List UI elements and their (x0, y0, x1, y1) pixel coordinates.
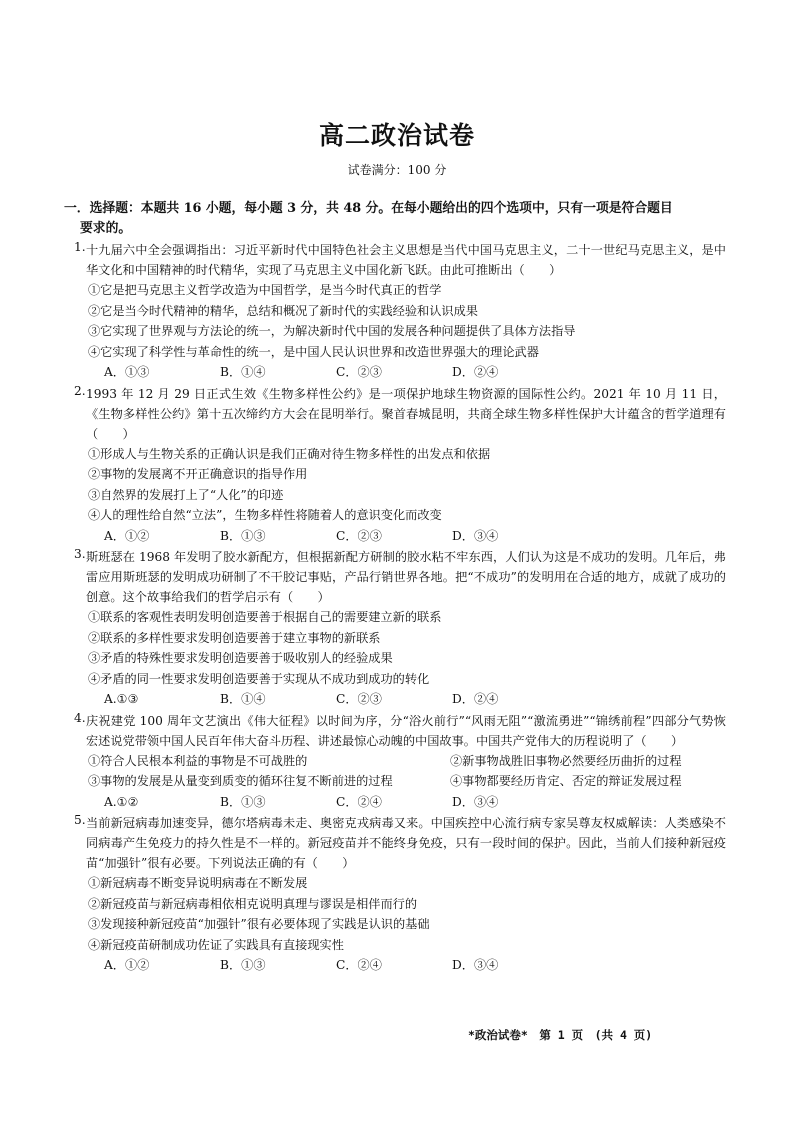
question-2 (74, 383, 726, 547)
question-number: 4. (74, 710, 86, 725)
choice-d: D．③④ (452, 794, 499, 809)
statement-item: ③事物的发展是从量变到质变的循环往复不断前进的过程 (88, 774, 393, 788)
choice-b: B．①③ (220, 794, 266, 809)
question-number: 1. (74, 240, 86, 254)
choice-c: C．②③ (336, 365, 382, 379)
statement-item: ①联系的客观性表明发明创造要善于根据自己的需要建立新的联系 (88, 610, 442, 624)
question-stem: 当前新冠病毒加速变异，德尔塔病毒未走、奥密克戎病毒又来。中国疾控中心流行病专家吴尊友权威解读：人类感染不同病毒产生免疫力的持久性是不一样的。新冠疫苗并不能终身免疫，只有一段时间的保护。因此，当前人们接种新冠疫苗“加强针”很有必要。下列说法正确的有（ ） (86, 816, 726, 870)
statement-item: ③发现接种新冠疫苗“加强针”很有必要体现了实践是认识的基础 (88, 917, 430, 931)
statement-item: ①新冠病毒不断变异说明病毒在不断发展 (88, 876, 308, 890)
question-4 (74, 710, 726, 813)
choice-d: D．③④ (452, 528, 499, 543)
section-heading-line2: 要求的。 (80, 221, 132, 236)
question-stem: 十九届六中全会强调指出：习近平新时代中国特色社会主义思想是当代中国马克思主义，二十一世纪马克思主义，是中华文化和中国精神的时代精华，实现了马克思主义中国化新飞跃。由此可推断出（ ） (86, 243, 726, 277)
question-3 (74, 547, 726, 710)
question-list (74, 240, 726, 976)
choice-d: D．②④ (452, 692, 499, 706)
statement-row (86, 751, 726, 772)
choice-b: B．①③ (220, 528, 266, 543)
question-number: 3. (74, 547, 86, 561)
question-number: 2. (74, 383, 86, 398)
statement-item: ③自然界的发展打上了“人化”的印迹 (88, 487, 284, 502)
statement-item: ②联系的多样性要求发明创造要善于建立事物的新联系 (88, 630, 381, 645)
statement-item: ②事物的发展离不开正确意识的指导作用 (88, 467, 308, 481)
answer-choices (86, 792, 726, 813)
section-heading-line1: 一．选择题：本题共 16 小题，每小题 3 分，共 48 分。在每小题给出的四个选项中，只有一项是符合题目 (64, 201, 673, 216)
choice-c: C．②③ (336, 692, 382, 706)
question-1 (74, 240, 726, 383)
choice-c: C．②④ (336, 958, 382, 972)
choice-d: D．③④ (452, 958, 499, 972)
statement-item: ②它是当今时代精神的精华，总结和概况了新时代的实践经验和认识成果 (88, 303, 478, 318)
answer-choices (86, 526, 726, 547)
choice-b: B．①④ (220, 365, 266, 379)
answer-choices (86, 362, 726, 383)
question-stem: 1993 年 12 月 29 日正式生效《生物多样性公约》是一项保护地球生物资源的国际性公约。2021 年 10 月 11 日，《生物多样性公约》第十五次缔约方大会在昆明举行。聚首春城昆明，共商全球生物多样性保护大计蕴含的哲学道理有（ ） (86, 386, 726, 441)
page-footer: *政治试卷* 第 1 页 (共 4 页) (468, 1028, 653, 1042)
statement-item: ④事物都要经历肯定、否定的辩证发展过程 (450, 774, 682, 788)
statement-item: ①它是把马克思主义哲学改造为中国哲学，是当今时代真正的哲学 (88, 283, 442, 297)
statement-item: ④新冠疫苗研制成功佐证了实践具有直接现实性 (88, 937, 344, 952)
page-title: 高二政治试卷 (318, 121, 475, 150)
choice-a: A.①③ (104, 692, 139, 706)
section-heading (64, 199, 724, 239)
statement-item: ①形成人与生物关系的正确认识是我们正确对待生物多样性的出发点和依据 (88, 446, 491, 461)
statement-item: ④它实现了科学性与革命性的统一，是中国人民认识世界和改造世界强大的理论武器 (88, 344, 539, 359)
question-stem: 庆祝建党 100 周年文艺演出《伟大征程》以时间为序，分“浴火前行”“风雨无阻”“激流勇进”“锦绣前程”四部分气势恢宏述说党带领中国人民百年伟大奋斗历程、讲述最惊心动魄的中国故事。中国共产党伟大的历程说明了（ ） (86, 713, 726, 748)
choice-c: C．②④ (336, 794, 382, 809)
choice-d: D．②④ (452, 365, 499, 379)
choice-a: A．①② (104, 528, 150, 543)
answer-choices (86, 955, 726, 976)
statement-item: ④矛盾的同一性要求发明创造要善于实现从不成功到成功的转化 (88, 671, 430, 686)
statement-item: ②新冠疫苗与新冠病毒相依相克说明真理与谬误是相伴而行的 (88, 896, 418, 911)
statement-item: ③它实现了世界观与方法论的统一，为解决新时代中国的发展各种问题提供了具体方法指导 (88, 324, 576, 338)
question-number: 5. (74, 813, 86, 827)
total-score: 试卷满分：100 分 (347, 163, 447, 177)
question-stem: 斯班瑟在 1968 年发明了胶水新配方，但根据新配方研制的胶水粘不牢东西，人们认为这是不成功的发明。几年后，弗雷应用斯班瑟的发明成功研制了不干胶记事贴，产品行销世界各地。把“不成功”的发明用在合适的地方，成就了成功的创意。这个故事给我们的哲学启示有（ ） (86, 550, 726, 604)
answer-choices (86, 689, 726, 710)
choice-b: B．①④ (220, 692, 266, 706)
statement-row (86, 771, 726, 792)
choice-c: C．②③ (336, 528, 382, 543)
choice-a: A.①② (104, 794, 139, 809)
choice-a: A．①② (104, 958, 150, 972)
statement-item: ③矛盾的特殊性要求发明创造要善于吸收别人的经验成果 (88, 651, 393, 665)
question-5 (74, 813, 726, 976)
statement-item: ④人的理性给自然“立法”，生物多样性将随着人的意识变化而改变 (88, 508, 442, 522)
statement-item: ②新事物战胜旧事物必然要经历曲折的过程 (450, 753, 682, 768)
choice-b: B．①③ (220, 958, 266, 972)
statement-item: ①符合人民根本利益的事物是不可战胜的 (88, 753, 308, 768)
choice-a: A．①③ (104, 365, 150, 379)
